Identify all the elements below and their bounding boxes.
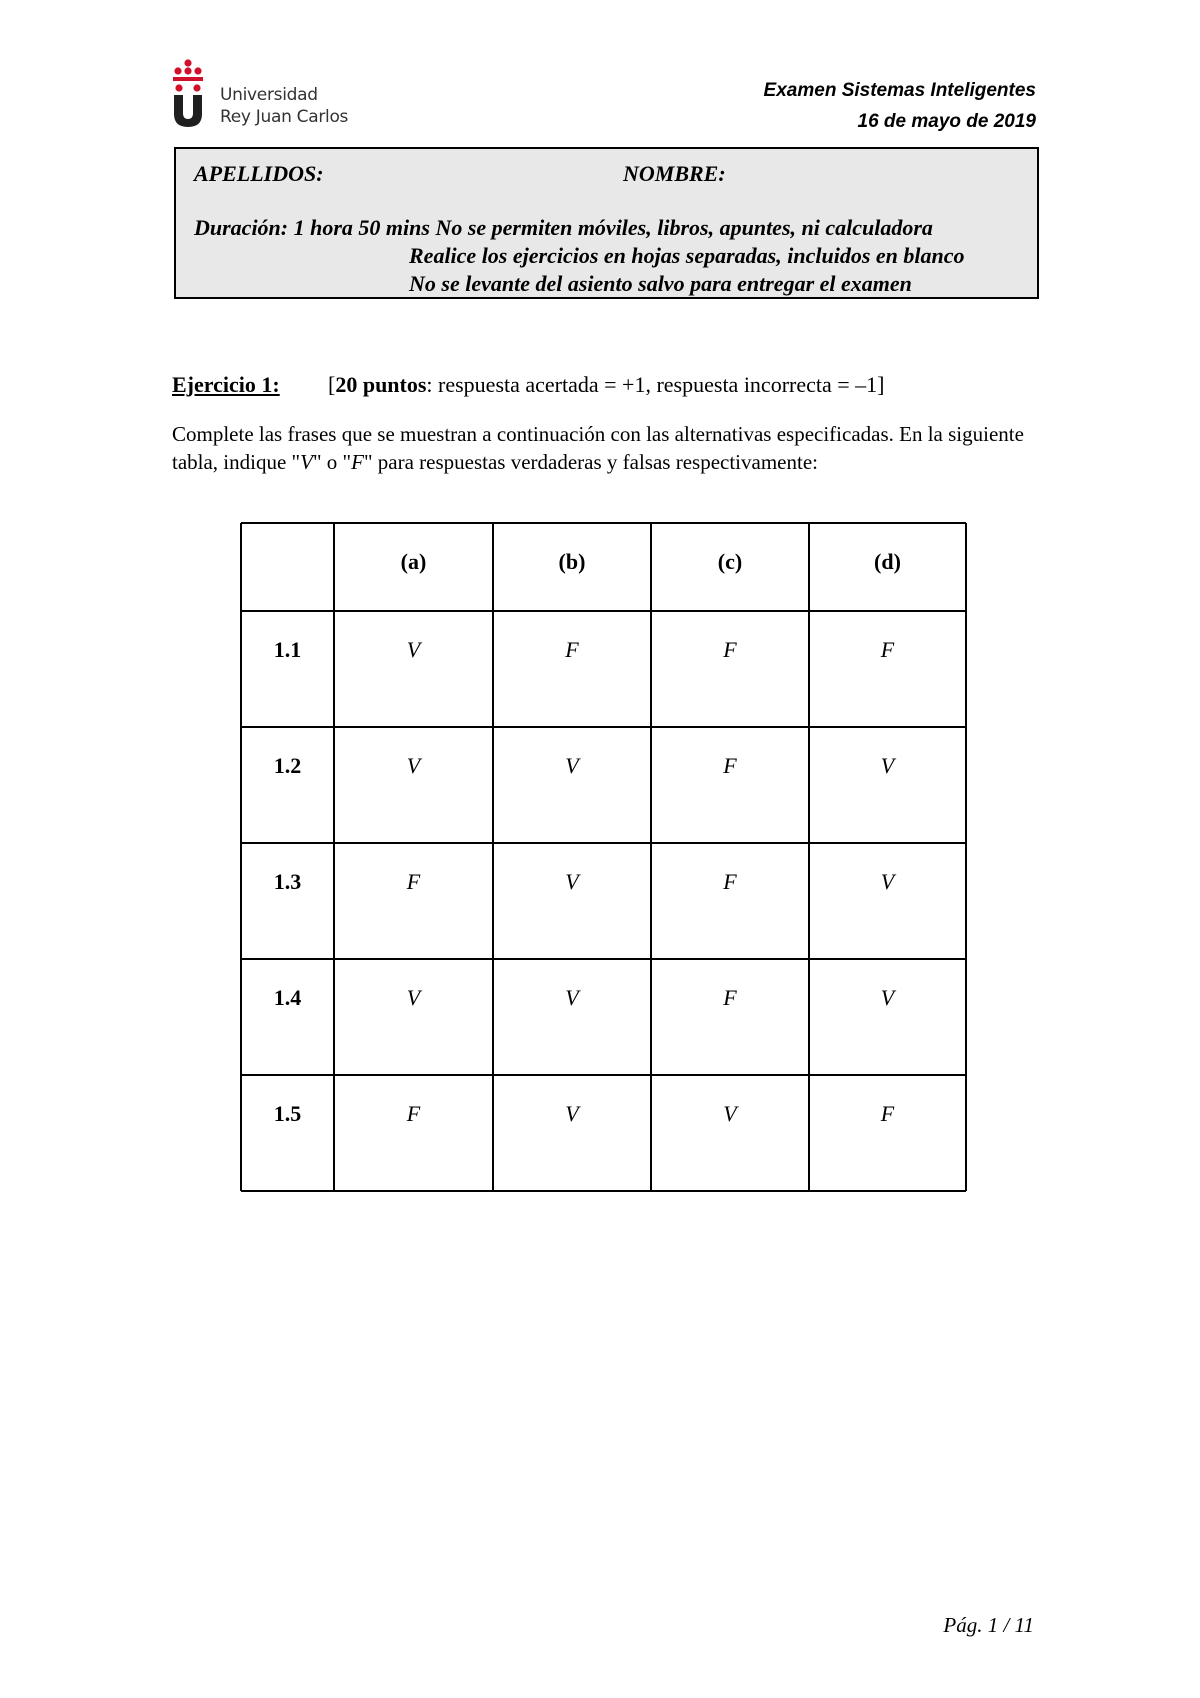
logo-line-1: Universidad — [220, 85, 318, 105]
row-label: 1.2 — [273, 753, 302, 778]
row-label: 1.5 — [273, 1101, 302, 1126]
table-row-line — [241, 1190, 966, 1192]
answer-cell: V — [565, 869, 579, 894]
answer-cell: F — [565, 637, 579, 662]
logo-line-2: Rey Juan Carlos — [220, 107, 349, 127]
answer-cell: V — [880, 869, 895, 894]
answer-cell: F — [723, 637, 737, 662]
exam-date: 16 de mayo de 2019 — [857, 111, 1036, 132]
answer-table — [241, 523, 966, 1191]
answer-cell: F — [880, 1101, 895, 1126]
instr-v: V — [300, 450, 313, 474]
table-row-line — [241, 1074, 966, 1077]
table-column-line — [333, 523, 335, 1191]
table-column-line — [965, 523, 967, 1191]
rules-line-1: Duración: 1 hora 50 mins No se permiten móviles, libros, apuntes, ni calculadora — [194, 215, 933, 240]
points-open: [ — [328, 372, 336, 397]
table-row-line — [241, 610, 966, 612]
answer-cell: V — [880, 985, 895, 1010]
exercise-heading — [172, 372, 885, 398]
student-info-box — [174, 147, 1039, 299]
rules-line-3: No se levante del asiento salvo para entregar el examen — [409, 271, 912, 296]
exam-title: Examen Sistemas Inteligentes — [763, 80, 1036, 101]
instr-part-1: Complete las frases que se muestran a continuación con las alternativas especificadas. En la siguiente tabla, indique " — [172, 422, 1024, 474]
column-header: (d) — [874, 549, 901, 574]
instr-part-3: " para respuestas verdaderas y falsas respectivamente: — [363, 450, 818, 474]
answer-cell: F — [723, 985, 737, 1010]
table-column-line — [492, 523, 495, 1191]
table-row-line — [241, 958, 966, 960]
row-label: 1.4 — [273, 985, 302, 1010]
row-label: 1.3 — [273, 869, 302, 894]
urjc-logo-icon — [172, 58, 204, 128]
column-header: (c) — [717, 549, 743, 574]
table-column-line — [240, 523, 242, 1191]
exercise-label: Ejercicio 1: — [172, 372, 280, 397]
answer-cell: F — [406, 1101, 421, 1126]
nombre-label: NOMBRE: — [623, 161, 726, 186]
university-logo — [172, 58, 372, 130]
apellidos-label: APELLIDOS: — [194, 161, 324, 186]
rules-line-2: Realice los ejercicios en hojas separadas, incluidos en blanco — [409, 243, 965, 268]
instr-part-2: " o " — [312, 450, 352, 474]
exercise-instructions — [172, 420, 1042, 476]
answer-cell: V — [406, 637, 421, 662]
table-column-line — [650, 523, 652, 1191]
column-header: (b) — [558, 549, 586, 574]
row-label: 1.1 — [273, 637, 302, 662]
answer-cell: V — [565, 1101, 579, 1126]
instr-f: F — [351, 450, 364, 474]
answer-cell: F — [723, 869, 737, 894]
table-row-line — [241, 522, 966, 524]
table-column-line — [808, 523, 810, 1191]
answer-cell: F — [406, 869, 421, 894]
answer-cell: F — [880, 637, 895, 662]
answer-cell: V — [723, 1101, 737, 1126]
points-rest: : respuesta acertada = +1, respuesta incorrecta = –1] — [426, 372, 885, 397]
exercise-points — [328, 372, 885, 398]
points-bold: 20 puntos — [335, 372, 427, 397]
column-header: (a) — [400, 549, 427, 574]
answer-cell: V — [565, 985, 579, 1010]
table-row-line — [241, 842, 966, 845]
answer-cell: V — [880, 753, 895, 778]
answer-cell: F — [723, 753, 737, 778]
logo-text — [220, 84, 348, 128]
answer-cell: V — [406, 985, 421, 1010]
page-number: Pág. 1 / 11 — [943, 1613, 1034, 1637]
answer-cell: V — [565, 753, 579, 778]
answer-cell: V — [406, 753, 421, 778]
table-row-line — [241, 726, 966, 728]
